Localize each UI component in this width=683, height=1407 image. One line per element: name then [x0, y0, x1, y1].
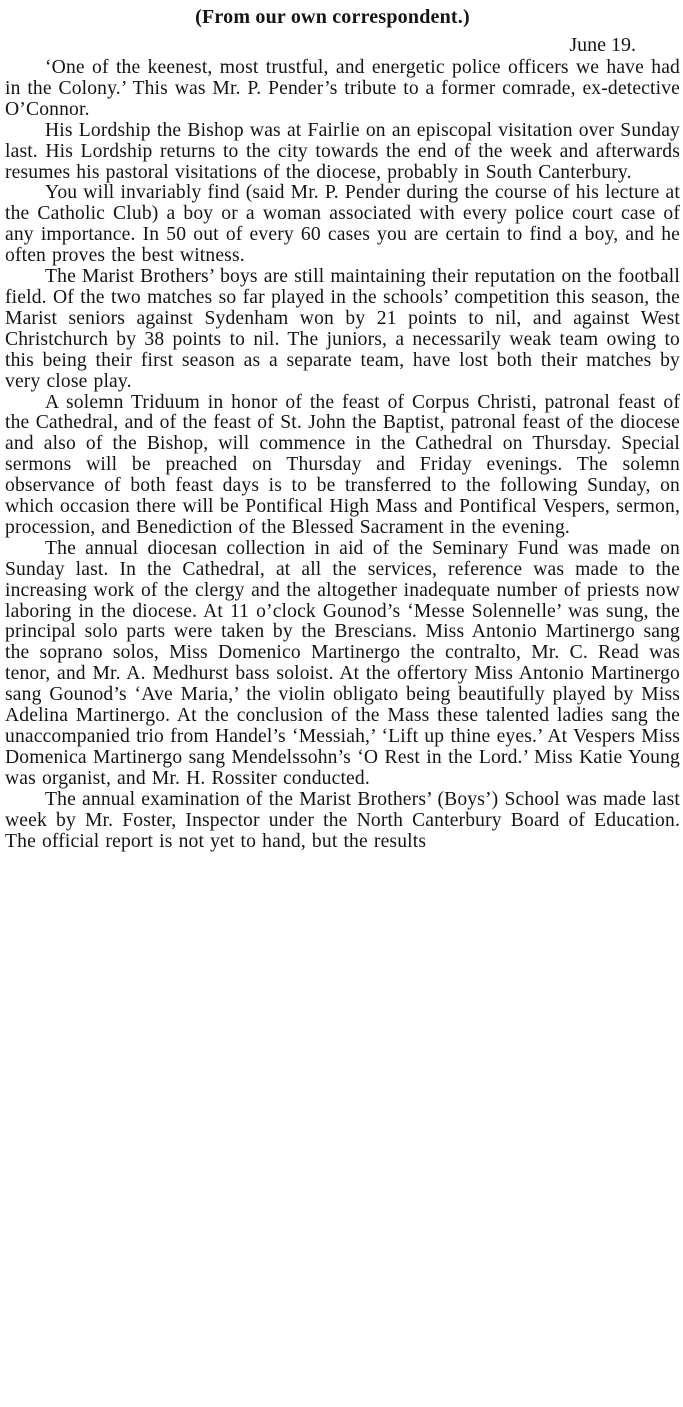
paragraph-school-examination: The annual examination of the Marist Brothers’ (Boys’) School was made last week by Mr. Foster, Inspector under the North Canterbury Board of Education. The official report is not yet to hand, but the results [5, 788, 680, 852]
paragraph-bishop-visitation: His Lordship the Bishop was at Fairlie on an episcopal visitation over Sunday last. His Lordship returns to the city towards the end of the week and afterwards resumes his pastoral visitations of the diocese, probably in South Canterbury. [5, 119, 680, 183]
paragraph-police-court: You will invariably find (said Mr. P. Pender during the course of his lecture at the Catholic Club) a boy or a woman associated with every police court case of any importance. In 50 out of every 60 cases you are certain to find a boy, and he often proves the best witness. [5, 182, 680, 267]
paragraph-police-tribute: ‘One of the keenest, most trustful, and energetic police officers we have had in the Colony.’ This was Mr. P. Pender’s tribute to a former comrade, ex-detective O’Connor. [5, 57, 680, 120]
article-header: (From our own correspondent.) [195, 6, 470, 28]
paragraph-triduum: A solemn Triduum in honor of the feast of Corpus Christi, patronal feast of the Cathedral, and of the feast of St. John the Baptist, patronal feast of the diocese and also of the Bishop, will commence in the Cathedral on Thursday. Special sermons will be preached on Thursday and Friday evenings. The solemn observance of both feast days is to be transferred to the following Sunday, on which occasion there will be Pontifical High Mass and Pontifical Vespers, sermon, procession, and Benediction of the Blessed Sacrament in the evening. [5, 391, 680, 538]
article-column [5, 4, 680, 852]
paragraph-football: The Marist Brothers’ boys are still maintaining their reputation on the football field. Of the two matches so far played in the schools’ competition this season, the Marist seniors against Sydenham won by 21 points to nil, and against West Christchurch by 38 points to nil. The juniors, a necessarily weak team owing to this being their first season as a separate team, have lost both their matches by very close play. [5, 266, 680, 392]
article-dateline: June 19. [569, 34, 636, 56]
paragraph-seminary-fund: The annual diocesan collection in aid of the Seminary Fund was made on Sunday last. In the Cathedral, at all the services, reference was made to the increasing work of the clergy and the altogether inadequate number of priests now laboring in the diocese. At 11 o’clock Gounod’s ‘Messe Solennelle’ was sung, the principal solo parts were taken by the Brescians. Miss Antonio Martinergo sang the soprano solos, Miss Domenico Martinergo the contralto, Mr. C. Read was tenor, and Mr. A. Medhurst bass soloist. At the offertory Miss Antonio Martinergo sang Gounod’s ‘Ave Maria,’ the violin obligato being beautifully played by Miss Adelina Martinergo. At the conclusion of the Mass these talented ladies sang the unaccompanied trio from Handel’s ‘Messiah,’ ‘Lift up thine eyes.’ At Vespers Miss Domenica Martinergo sang Mendelssohn’s ‘O Rest in the Lord.’ Miss Katie Young was organist, and Mr. H. Rossiter conducted. [5, 537, 680, 789]
